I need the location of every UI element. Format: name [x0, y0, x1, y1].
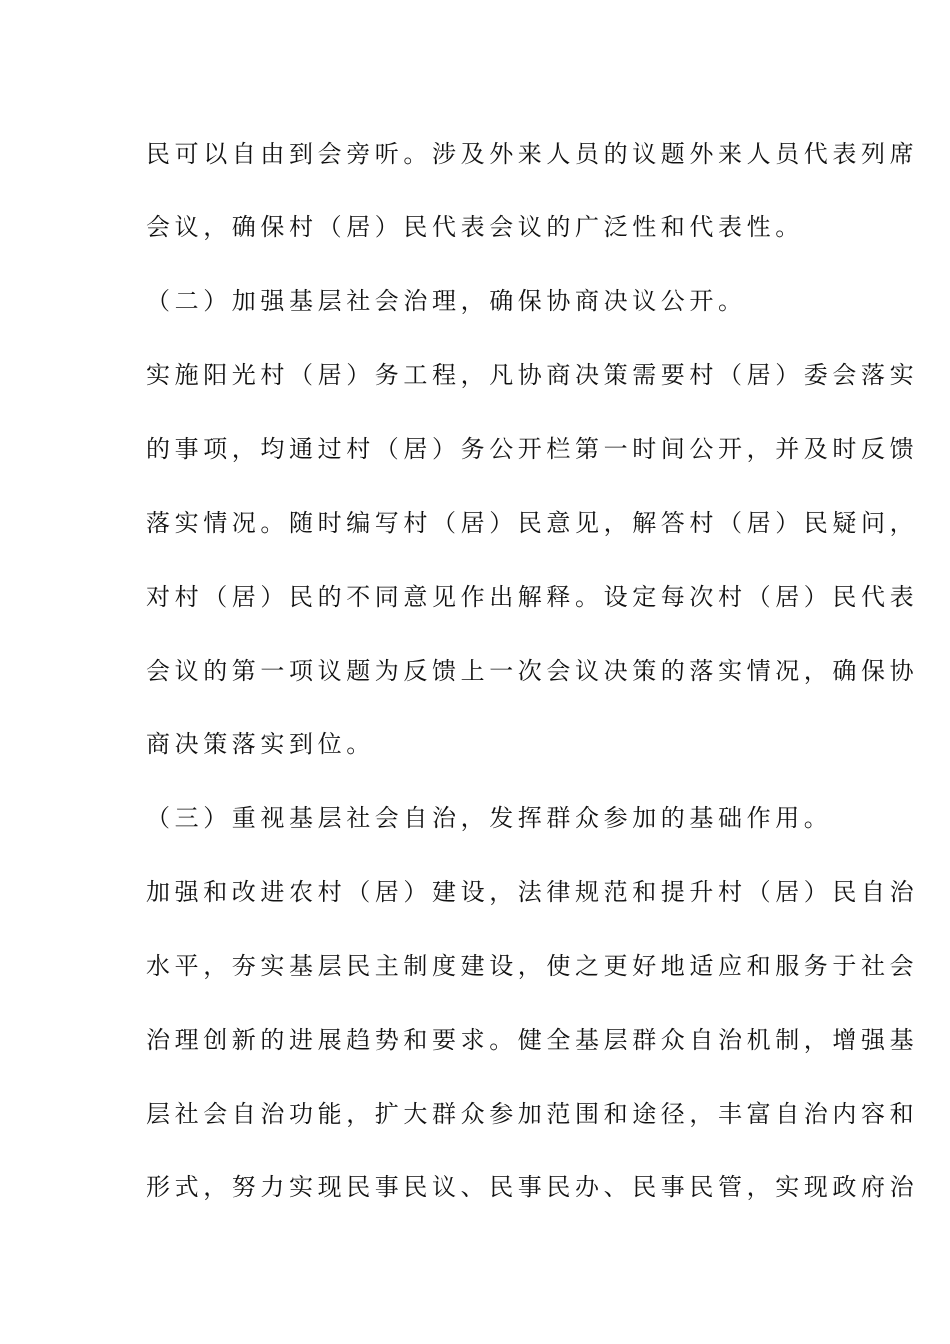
text-line: 水平，夯实基层民主制度建设，使之更好地适应和服务于社会: [146, 952, 919, 980]
text-line: 形式，努力实现民事民议、民事民办、民事民管，实现政府治: [146, 1173, 919, 1201]
text-line: 加强和改进农村（居）建设，法律规范和提升村（居）民自治: [146, 878, 919, 906]
text-line: 商决策落实到位。: [146, 730, 375, 758]
text-line: 会议的第一项议题为反馈上一次会议决策的落实情况，确保协: [146, 657, 919, 685]
section-heading: （二）加强基层社会治理，确保协商决议公开。: [146, 287, 747, 315]
text-line: 民可以自由到会旁听。涉及外来人员的议题外来人员代表列席: [146, 140, 919, 168]
text-line: 会议，确保村（居）民代表会议的广泛性和代表性。: [146, 213, 804, 241]
text-line: 实施阳光村（居）务工程，凡协商决策需要村（居）委会落实: [146, 361, 919, 389]
text-line: 落实情况。随时编写村（居）民意见，解答村（居）民疑问，: [146, 509, 919, 537]
text-line: 对村（居）民的不同意见作出解释。设定每次村（居）民代表: [146, 583, 919, 611]
text-line: 治理创新的进展趋势和要求。健全基层群众自治机制，增强基: [146, 1026, 919, 1054]
text-line: 的事项，均通过村（居）务公开栏第一时间公开，并及时反馈: [146, 435, 919, 463]
text-line: 层社会自治功能，扩大群众参加范围和途径，丰富自治内容和: [146, 1100, 919, 1128]
section-heading: （三）重视基层社会自治，发挥群众参加的基础作用。: [146, 804, 833, 832]
